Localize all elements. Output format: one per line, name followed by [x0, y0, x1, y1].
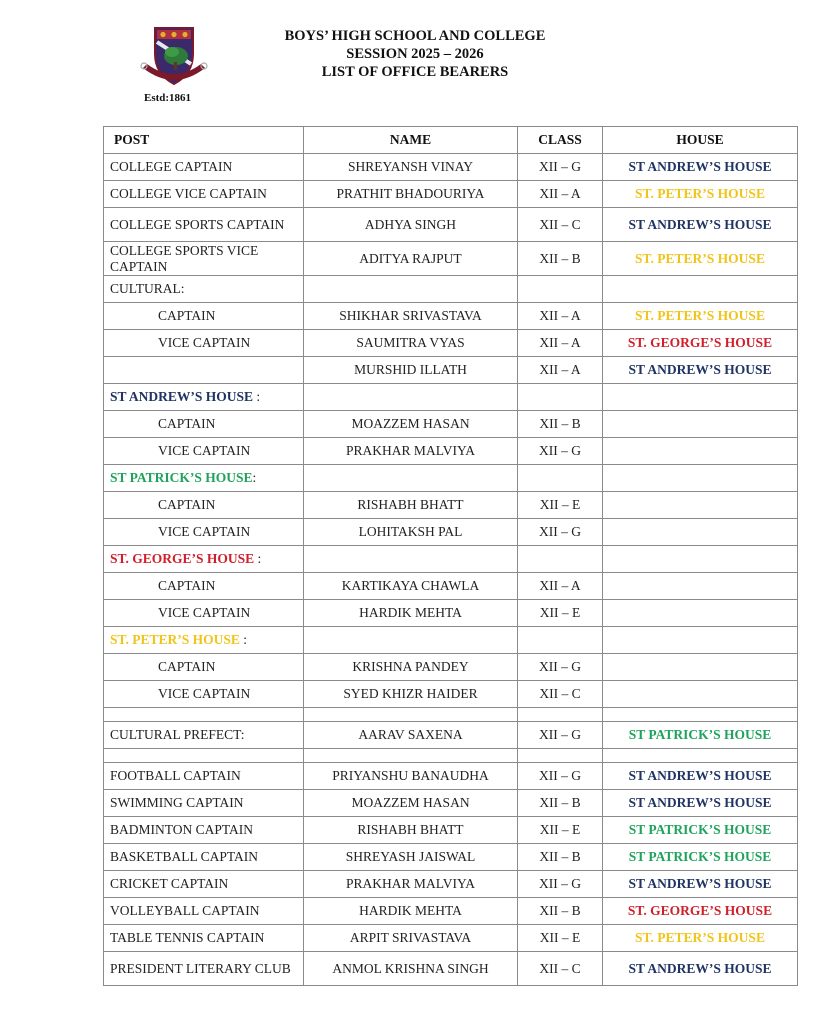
class-cell — [518, 749, 603, 763]
house-cell — [603, 546, 798, 573]
name-cell: SAUMITRA VYAS — [304, 330, 518, 357]
table-row — [104, 871, 798, 898]
table-header-row — [104, 127, 798, 154]
house-cell — [603, 749, 798, 763]
house-cell — [603, 573, 798, 600]
name-cell: RISHABH BHATT — [304, 492, 518, 519]
name-cell: ADITYA RAJPUT — [304, 242, 518, 276]
name-cell: KARTIKAYA CHAWLA — [304, 573, 518, 600]
class-cell: XII – C — [518, 952, 603, 986]
name-cell: SYED KHIZR HAIDER — [304, 681, 518, 708]
post-cell — [104, 627, 304, 654]
established-year: Estd:1861 — [144, 92, 192, 104]
name-cell: RISHABH BHATT — [304, 817, 518, 844]
post-cell — [104, 749, 304, 763]
class-cell: XII – G — [518, 871, 603, 898]
table-row — [104, 763, 798, 790]
post-cell: CRICKET CAPTAIN — [104, 871, 304, 898]
house-cell — [603, 627, 798, 654]
class-cell — [518, 384, 603, 411]
house-section-heading: ST ANDREW’S HOUSE — [110, 389, 254, 404]
class-cell — [518, 276, 603, 303]
post-cell: CAPTAIN — [104, 654, 304, 681]
post-cell — [104, 357, 304, 384]
house-section-row — [104, 546, 798, 573]
name-cell: SHREYASH JAISWAL — [304, 844, 518, 871]
name-cell — [304, 384, 518, 411]
table-row — [104, 573, 798, 600]
house-section-heading: ST PATRICK’S HOUSE — [110, 470, 253, 485]
post-cell: VICE CAPTAIN — [104, 600, 304, 627]
house-cell — [603, 438, 798, 465]
school-crest-logo — [139, 24, 209, 90]
class-cell: XII – G — [518, 763, 603, 790]
post-cell — [104, 546, 304, 573]
heading-colon: : — [253, 389, 261, 404]
table-row — [104, 952, 798, 986]
table-row — [104, 208, 798, 242]
house-cell: ST. PETER’S HOUSE — [603, 303, 798, 330]
table-row — [104, 844, 798, 871]
list-title: LIST OF OFFICE BEARERS — [321, 64, 509, 80]
heading-colon: : — [254, 551, 262, 566]
class-cell: XII – G — [518, 154, 603, 181]
house-cell: ST ANDREW’S HOUSE — [603, 763, 798, 790]
school-name: BOYS’ HIGH SCHOOL AND COLLEGE — [284, 28, 546, 44]
table-row — [104, 790, 798, 817]
class-cell — [518, 627, 603, 654]
name-cell: PRAKHAR MALVIYA — [304, 438, 518, 465]
class-cell: XII – C — [518, 208, 603, 242]
post-cell: CAPTAIN — [104, 492, 304, 519]
class-cell: XII – E — [518, 817, 603, 844]
house-cell: ST. PETER’S HOUSE — [603, 925, 798, 952]
table-row — [104, 411, 798, 438]
class-cell: XII – G — [518, 438, 603, 465]
house-section-heading: ST. PETER’S HOUSE — [110, 632, 240, 647]
class-cell: XII – E — [518, 492, 603, 519]
post-cell: CAPTAIN — [104, 411, 304, 438]
table-row — [104, 330, 798, 357]
house-cell: ST ANDREW’S HOUSE — [603, 952, 798, 986]
name-cell — [304, 708, 518, 722]
table-row — [104, 898, 798, 925]
house-cell: ST ANDREW’S HOUSE — [603, 154, 798, 181]
post-cell: CAPTAIN — [104, 573, 304, 600]
table-row — [104, 303, 798, 330]
class-cell: XII – A — [518, 573, 603, 600]
post-cell: VICE CAPTAIN — [104, 330, 304, 357]
house-cell — [603, 708, 798, 722]
name-cell: KRISHNA PANDEY — [304, 654, 518, 681]
class-cell: XII – E — [518, 925, 603, 952]
house-cell: ST. PETER’S HOUSE — [603, 181, 798, 208]
post-cell: COLLEGE SPORTS CAPTAIN — [104, 208, 304, 242]
class-cell: XII – E — [518, 600, 603, 627]
post-cell: CULTURAL: — [104, 276, 304, 303]
house-cell — [603, 600, 798, 627]
name-cell: SHREYANSH VINAY — [304, 154, 518, 181]
post-cell: CULTURAL PREFECT: — [104, 722, 304, 749]
heading-colon: : — [239, 632, 248, 647]
name-cell: MOAZZEM HASAN — [304, 790, 518, 817]
table-row — [104, 722, 798, 749]
name-cell — [304, 749, 518, 763]
house-section-row — [104, 465, 798, 492]
post-cell: BADMINTON CAPTAIN — [104, 817, 304, 844]
post-cell: VOLLEYBALL CAPTAIN — [104, 898, 304, 925]
name-cell — [304, 276, 518, 303]
post-cell: VICE CAPTAIN — [104, 519, 304, 546]
house-cell — [603, 276, 798, 303]
name-cell — [304, 627, 518, 654]
spacer-row — [104, 708, 798, 722]
house-cell: ST PATRICK’S HOUSE — [603, 844, 798, 871]
house-cell: ST ANDREW’S HOUSE — [603, 871, 798, 898]
name-cell: MOAZZEM HASAN — [304, 411, 518, 438]
name-cell — [304, 465, 518, 492]
house-cell — [603, 519, 798, 546]
name-cell: ANMOL KRISHNA SINGH — [304, 952, 518, 986]
name-cell: HARDIK MEHTA — [304, 600, 518, 627]
class-cell: XII – B — [518, 898, 603, 925]
heading-colon: : — [252, 470, 257, 485]
house-cell: ST ANDREW’S HOUSE — [603, 790, 798, 817]
class-cell: XII – A — [518, 303, 603, 330]
house-cell: ST. GEORGE’S HOUSE — [603, 330, 798, 357]
class-cell: XII – B — [518, 790, 603, 817]
house-cell: ST PATRICK’S HOUSE — [603, 817, 798, 844]
class-cell: XII – A — [518, 330, 603, 357]
name-cell: ADHYA SINGH — [304, 208, 518, 242]
column-header-class: CLASS — [518, 127, 603, 154]
table-row — [104, 654, 798, 681]
class-cell: XII – C — [518, 681, 603, 708]
spacer-row — [104, 749, 798, 763]
table-row — [104, 925, 798, 952]
class-cell: XII – G — [518, 654, 603, 681]
table-row — [104, 817, 798, 844]
table-row — [104, 357, 798, 384]
name-cell: MURSHID ILLATH — [304, 357, 518, 384]
post-cell — [104, 384, 304, 411]
class-cell — [518, 708, 603, 722]
class-cell — [518, 546, 603, 573]
table-row — [104, 154, 798, 181]
name-cell: PRAKHAR MALVIYA — [304, 871, 518, 898]
post-cell: COLLEGE CAPTAIN — [104, 154, 304, 181]
office-bearers-table — [103, 126, 798, 986]
name-cell — [304, 546, 518, 573]
table-row — [104, 681, 798, 708]
table-row — [104, 492, 798, 519]
document-header — [200, 27, 630, 81]
post-cell: COLLEGE VICE CAPTAIN — [104, 181, 304, 208]
post-cell: CAPTAIN — [104, 303, 304, 330]
name-cell: LOHITAKSH PAL — [304, 519, 518, 546]
class-cell: XII – A — [518, 181, 603, 208]
house-cell: ST ANDREW’S HOUSE — [603, 357, 798, 384]
column-header-house: HOUSE — [603, 127, 798, 154]
class-cell: XII – B — [518, 411, 603, 438]
name-cell: HARDIK MEHTA — [304, 898, 518, 925]
name-cell: PRATHIT BHADOURIYA — [304, 181, 518, 208]
class-cell: XII – B — [518, 844, 603, 871]
house-cell — [603, 384, 798, 411]
table-row — [104, 276, 798, 303]
house-cell: ST. PETER’S HOUSE — [603, 242, 798, 276]
class-cell — [518, 465, 603, 492]
name-cell: AARAV SAXENA — [304, 722, 518, 749]
class-cell: XII – G — [518, 722, 603, 749]
post-cell: FOOTBALL CAPTAIN — [104, 763, 304, 790]
class-cell: XII – G — [518, 519, 603, 546]
class-cell: XII – B — [518, 242, 603, 276]
table-row — [104, 519, 798, 546]
house-cell: ST ANDREW’S HOUSE — [603, 208, 798, 242]
table-row — [104, 242, 798, 276]
post-cell: VICE CAPTAIN — [104, 438, 304, 465]
post-cell: PRESIDENT LITERARY CLUB — [104, 952, 304, 986]
house-cell — [603, 465, 798, 492]
house-section-row — [104, 384, 798, 411]
name-cell: SHIKHAR SRIVASTAVA — [304, 303, 518, 330]
post-cell — [104, 465, 304, 492]
post-cell: COLLEGE SPORTS VICE CAPTAIN — [104, 242, 304, 276]
house-section-heading: ST. GEORGE’S HOUSE — [110, 551, 255, 566]
name-cell: PRIYANSHU BANAUDHA — [304, 763, 518, 790]
house-cell — [603, 492, 798, 519]
house-cell — [603, 411, 798, 438]
table-row — [104, 600, 798, 627]
name-cell: ARPIT SRIVASTAVA — [304, 925, 518, 952]
house-cell — [603, 681, 798, 708]
house-section-row — [104, 627, 798, 654]
table-row — [104, 181, 798, 208]
session-title: SESSION 2025 – 2026 — [346, 46, 484, 62]
column-header-name: NAME — [304, 127, 518, 154]
table-row — [104, 438, 798, 465]
post-cell: TABLE TENNIS CAPTAIN — [104, 925, 304, 952]
post-cell: SWIMMING CAPTAIN — [104, 790, 304, 817]
house-cell — [603, 654, 798, 681]
post-cell: BASKETBALL CAPTAIN — [104, 844, 304, 871]
class-cell: XII – A — [518, 357, 603, 384]
column-header-post: POST — [104, 127, 304, 154]
post-cell: VICE CAPTAIN — [104, 681, 304, 708]
post-cell — [104, 708, 304, 722]
house-cell: ST PATRICK’S HOUSE — [603, 722, 798, 749]
house-cell: ST. GEORGE’S HOUSE — [603, 898, 798, 925]
